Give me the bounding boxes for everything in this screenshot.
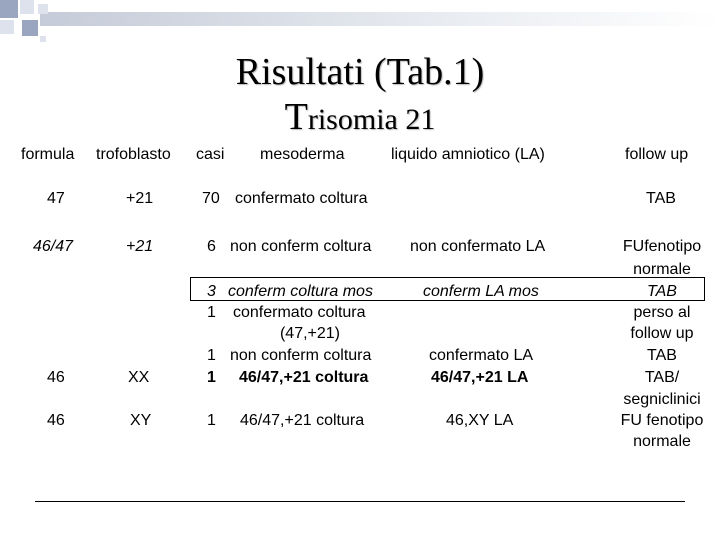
row6-liquido: 46/47,+21 LA xyxy=(431,369,529,386)
row4-mesoderma-line2: (47,+21) xyxy=(279,325,341,342)
row8-casi: 1 xyxy=(207,412,216,429)
row5-follow-up: TAB xyxy=(647,347,677,364)
decorative-square xyxy=(40,36,46,42)
row1-formula: 47 xyxy=(47,190,65,207)
row3-follow-up: TAB xyxy=(647,283,677,300)
row6-trofoblasto: XX xyxy=(128,369,150,386)
subtitle-initial: T xyxy=(284,96,308,138)
row8-follow-up-line1: FU fenotipo xyxy=(620,412,704,429)
row1-trofoblasto: +21 xyxy=(126,190,154,207)
row6-formula: 46 xyxy=(47,369,65,386)
row4-casi: 1 xyxy=(207,304,216,321)
header-casi: casi xyxy=(196,146,225,163)
row2-follow-up-line1: FUfenotipo xyxy=(622,238,702,255)
row8-liquido: 46,XY LA xyxy=(446,412,514,429)
row5-mesoderma: non conferm coltura xyxy=(230,347,372,364)
decorative-square xyxy=(0,0,18,18)
row2-trofoblasto: +21 xyxy=(126,238,154,255)
header-formula: formula xyxy=(21,146,75,163)
row2-liquido: non confermato LA xyxy=(410,238,546,255)
row2-mesoderma: non conferm coltura xyxy=(230,238,372,255)
row4-follow-up-line2: follow up xyxy=(630,325,694,342)
row8-follow-up-line2: normale xyxy=(633,433,691,450)
decorative-square xyxy=(20,0,34,14)
decorative-square xyxy=(22,20,38,36)
row5-liquido: confermato LA xyxy=(429,347,534,364)
decorative-header-bar xyxy=(40,12,720,26)
header-liquido-amniotico: liquido amniotico (LA) xyxy=(391,146,545,163)
subtitle-rest: risomia 21 xyxy=(307,103,436,136)
header-follow-up: follow up xyxy=(625,146,689,163)
row4-mesoderma-line1: confermato coltura xyxy=(233,304,366,321)
row8-trofoblasto: XY xyxy=(130,412,152,429)
row1-casi: 70 xyxy=(202,190,220,207)
decorative-square xyxy=(0,20,14,34)
row1-mesoderma: confermato coltura xyxy=(235,190,368,207)
header-trofoblasto: trofoblasto xyxy=(96,146,171,163)
row3-mesoderma: conferm coltura mos xyxy=(228,283,373,300)
row2-casi: 6 xyxy=(207,238,216,255)
row3-liquido: conferm LA mos xyxy=(423,283,539,300)
row8-formula: 46 xyxy=(47,412,65,429)
row6-mesoderma: 46/47,+21 coltura xyxy=(239,369,369,386)
row7-follow-up: segniclinici xyxy=(623,391,701,408)
row6-follow-up: TAB/ xyxy=(644,369,680,386)
header-mesoderma: mesoderma xyxy=(260,146,345,163)
row4-follow-up-line1: perso al xyxy=(633,304,691,321)
row5-casi: 1 xyxy=(207,347,216,364)
slide-title: Risultati (Tab.1) xyxy=(235,51,485,93)
row8-mesoderma: 46/47,+21 coltura xyxy=(240,412,365,429)
row2-formula: 46/47 xyxy=(33,238,74,255)
slide-subtitle xyxy=(0,95,720,139)
row2-follow-up-line2: normale xyxy=(633,261,691,278)
decorative-square xyxy=(38,4,48,14)
row3-casi: 3 xyxy=(207,283,216,300)
row6-casi: 1 xyxy=(207,369,216,386)
bottom-divider xyxy=(35,501,685,502)
row1-follow-up: TAB xyxy=(646,190,676,207)
